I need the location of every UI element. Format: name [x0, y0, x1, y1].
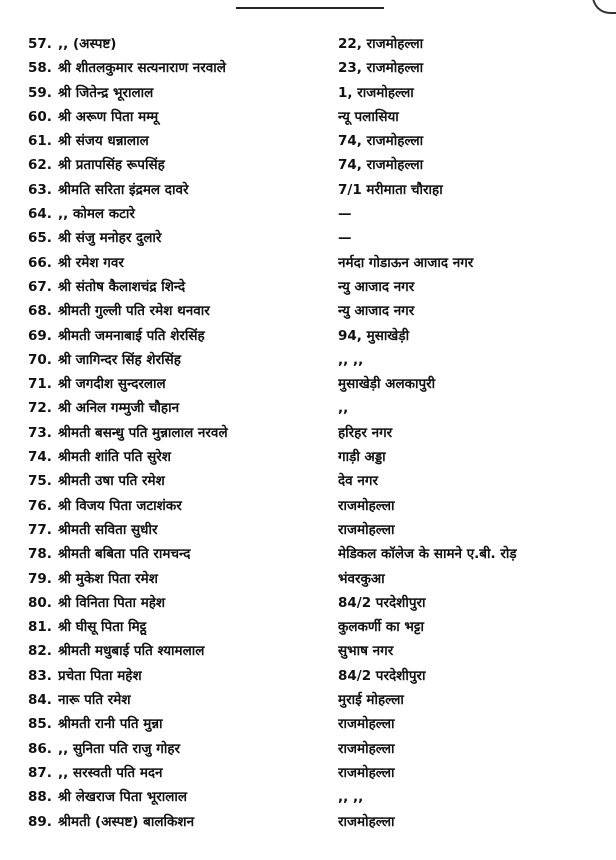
list-item — [28, 58, 610, 82]
entry-name: श्रीमती रानी पति मुन्ना — [58, 716, 163, 733]
entry-address: राजमोहल्ला — [338, 764, 395, 781]
entry-address: 94, मुसाखेड़ी — [338, 327, 410, 344]
entry-name: श्रीमति सरिता इंद्रमल दावरे — [58, 181, 189, 198]
entry-name: श्री संजु मनोहर दुलारे — [58, 230, 162, 247]
list-item — [28, 544, 610, 568]
list-item — [28, 107, 610, 131]
list-item — [28, 763, 610, 787]
entry-name: श्री अरूण पिता मम्मू — [58, 108, 159, 125]
entry-name: श्री जितेन्द्र भूरालाल — [58, 84, 154, 101]
entry-name: ,, (अस्पष्ट) — [58, 36, 117, 52]
entry-address: 23, राजमोहल्ला — [338, 60, 424, 77]
entry-name: नारू पति रमेश — [58, 692, 131, 709]
entry-number: 63. — [28, 181, 52, 198]
list-item — [28, 520, 610, 544]
entry-number: 72. — [28, 400, 52, 417]
entry-address: राजमोहल्ला — [338, 521, 395, 538]
entry-address: ,, ,, — [338, 351, 364, 368]
entry-number: 71. — [28, 376, 52, 393]
list-item — [28, 253, 610, 277]
entry-address: — — [338, 206, 352, 223]
entry-number: 80. — [28, 594, 52, 611]
entry-address: 1, राजमोहल्ला — [338, 84, 414, 101]
entry-address: 84/2 परदेशीपुरा — [338, 594, 426, 611]
entry-name: श्रीमती बबिता पति रामचन्द — [58, 546, 191, 563]
entry-list — [28, 34, 610, 836]
entry-number: 74. — [28, 449, 52, 466]
entry-address: राजमोहल्ला — [338, 740, 395, 757]
entry-name: श्री अनिल गम्मुजी चौहान — [58, 400, 180, 417]
entry-address: मुसाखेड़ी अलकापुरी — [338, 376, 436, 393]
list-item — [28, 83, 610, 107]
list-item — [28, 714, 610, 738]
list-item — [28, 496, 610, 520]
entry-name: श्री प्रतापसिंह रूपसिंह — [58, 157, 165, 174]
corner-mark — [592, 0, 616, 14]
entry-number: 70. — [28, 351, 52, 368]
list-item — [28, 131, 610, 155]
entry-number: 57. — [28, 36, 52, 52]
entry-number: 58. — [28, 60, 52, 77]
list-item — [28, 277, 610, 301]
entry-address: ,, ,, — [338, 789, 364, 806]
entry-address: राजमोहल्ला — [338, 497, 395, 514]
entry-number: 60. — [28, 108, 52, 125]
list-item — [28, 155, 610, 179]
entry-number: 78. — [28, 546, 52, 563]
list-item — [28, 374, 610, 398]
entry-number: 88. — [28, 789, 52, 806]
entry-name: श्रीमती जमनाबाई पति शेरसिंह — [58, 327, 205, 344]
entry-name: श्री विजय पिता जटाशंकर — [58, 497, 182, 514]
entry-address: 74, राजमोहल्ला — [338, 133, 424, 150]
entry-address: 7/1 मरीमाता चौराहा — [338, 181, 443, 198]
entry-number: 62. — [28, 157, 52, 174]
entry-name: प्रचेता पिता महेश — [58, 667, 142, 684]
entry-number: 61. — [28, 133, 52, 150]
entry-address: मुराई मोहल्ला — [338, 692, 404, 709]
list-item — [28, 326, 610, 350]
list-item — [28, 228, 610, 252]
entry-name: ,, सुनिता पति राजु गोहर — [58, 740, 181, 757]
entry-number: 68. — [28, 303, 52, 320]
entry-number: 59. — [28, 84, 52, 101]
entry-address: न्यु आजाद नगर — [338, 303, 415, 320]
list-item — [28, 398, 610, 422]
entry-name: श्रीमती बसन्धु पति मुन्नालाल नरवले — [58, 424, 228, 441]
entry-name: श्रीमती शांति पति सुरेश — [58, 449, 171, 466]
list-item — [28, 350, 610, 374]
list-item — [28, 301, 610, 325]
entry-number: 69. — [28, 327, 52, 344]
entry-address: सुभाष नगर — [338, 643, 394, 660]
list-item — [28, 34, 610, 58]
entry-number: 84. — [28, 692, 52, 709]
list-item — [28, 787, 610, 811]
entry-name: श्री विनिता पिता महेश — [58, 594, 166, 611]
entry-name: श्रीमती (अस्पष्ट) बालकिशन — [58, 813, 195, 830]
list-item — [28, 812, 610, 836]
entry-name: श्री घीसू पिता मिट्ठू — [58, 619, 147, 636]
entry-number: 86. — [28, 740, 52, 757]
entry-address: मेडिकल कॉलेज के सामने ए.बी. रोड़ — [338, 546, 517, 563]
list-item — [28, 471, 610, 495]
entry-name: ,, कोमल कटारे — [58, 206, 135, 223]
entry-address: 22, राजमोहल्ला — [338, 36, 424, 52]
entry-number: 64. — [28, 206, 52, 223]
entry-number: 87. — [28, 764, 52, 781]
entry-number: 81. — [28, 619, 52, 636]
entry-name: श्री जागिन्दर सिंह शेरसिंह — [58, 351, 181, 368]
entry-number: 89. — [28, 813, 52, 830]
entry-address: — — [338, 230, 352, 247]
entry-name: श्रीमती मधुबाई पति श्यामलाल — [58, 643, 205, 660]
entry-address: 84/2 परदेशीपुरा — [338, 667, 426, 684]
entry-number: 77. — [28, 521, 52, 538]
entry-address: नर्मदा गोडाऊन आजाद नगर — [338, 254, 474, 271]
entry-name: श्री शीतलकुमार सत्यनाराण नरवाले — [58, 60, 226, 77]
entry-name: श्रीमती गुल्ली पति रमेश थनवार — [58, 303, 210, 320]
list-item — [28, 447, 610, 471]
list-item — [28, 593, 610, 617]
entry-number: 73. — [28, 424, 52, 441]
entry-address: कुलकर्णी का भट्टा — [338, 619, 424, 636]
entry-address: भंवरकुआ — [338, 570, 385, 587]
entry-number: 66. — [28, 254, 52, 271]
entry-number: 79. — [28, 570, 52, 587]
entry-name: श्रीमती सविता सुधीर — [58, 521, 158, 538]
entry-address: हरिहर नगर — [338, 424, 393, 441]
list-item — [28, 641, 610, 665]
entry-name: श्रीमती उषा पति रमेश — [58, 473, 165, 490]
entry-name: श्री संजय धन्नालाल — [58, 133, 149, 150]
list-item — [28, 569, 610, 593]
entry-number: 76. — [28, 497, 52, 514]
entry-address: न्यू पलासिया — [338, 108, 399, 125]
list-item — [28, 666, 610, 690]
list-item — [28, 739, 610, 763]
entry-number: 83. — [28, 667, 52, 684]
entry-address: न्यु आजाद नगर — [338, 278, 415, 295]
entry-address: देव नगर — [338, 473, 378, 490]
entry-name: श्री मुकेश पिता रमेश — [58, 570, 158, 587]
entry-name: श्री संतोष कैलाशचंद्र शिन्दे — [58, 278, 186, 295]
entry-number: 65. — [28, 230, 52, 247]
entry-address: राजमोहल्ला — [338, 716, 395, 733]
list-item — [28, 423, 610, 447]
list-item — [28, 617, 610, 641]
entry-name: ,, सरस्वती पति मदन — [58, 764, 163, 781]
entry-address: राजमोहल्ला — [338, 813, 395, 830]
entry-name: श्री लेखराज पिता भूरालाल — [58, 789, 188, 806]
entry-number: 85. — [28, 716, 52, 733]
entry-name: श्री रमेश गवर — [58, 254, 124, 271]
entry-number: 67. — [28, 278, 52, 295]
entry-number: 75. — [28, 473, 52, 490]
entry-address: 74, राजमोहल्ला — [338, 157, 424, 174]
entry-address: गाड़ी अड्डा — [338, 449, 386, 466]
top-rule — [236, 7, 384, 9]
entry-name: श्री जगदीश सुन्दरलाल — [58, 376, 166, 393]
list-item — [28, 690, 610, 714]
entry-address: ,, — [338, 400, 349, 417]
entry-number: 82. — [28, 643, 52, 660]
list-item — [28, 180, 610, 204]
list-item — [28, 204, 610, 228]
